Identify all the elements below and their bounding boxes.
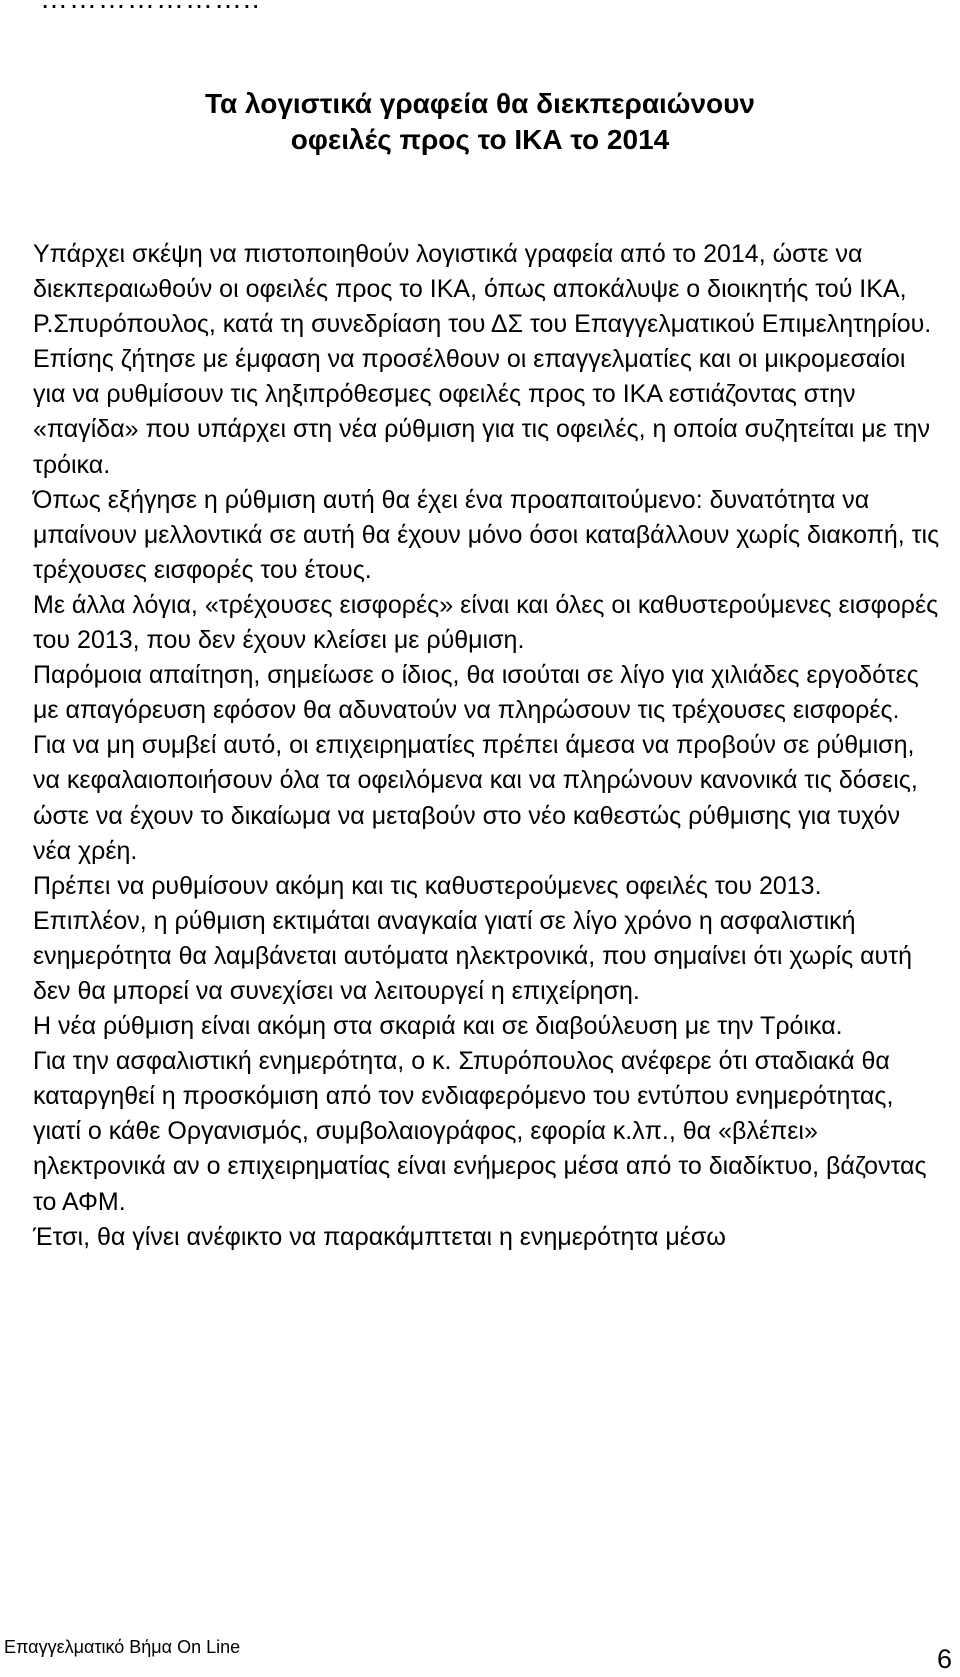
article-paragraph: Επίσης ζήτησε με έμφαση να προσέλθουν οι επαγγελματίες και οι μικρομεσαίοι για να ρυθμίσουν τις ληξιπρόθεσμες οφειλές προς το ΙΚΑ εστιάζοντας στην «παγίδα» που υπάρχει στη νέα ρύθμιση για τις οφειλές, η οποία συζητείται με την τρόικα.	[33, 345, 931, 479]
footer-page-number: 6	[937, 1644, 953, 1674]
article-paragraph: Υπάρχει σκέψη να πιστοποιηθούν λογιστικά γραφεία από το 2014, ώστε να διεκπεραιωθούν οι οφειλές προς το ΙΚΑ, όπως αποκάλυψε ο διοικητής τού ΙΚΑ, Ρ.Σπυρόπουλος, κατά τη συνεδρίαση του ΔΣ του Επαγγελματικού Επιμελητηρίου.	[33, 240, 932, 339]
article-paragraph: Επιπλέον, η ρύθμιση εκτιμάται αναγκαία γιατί σε λίγο χρόνο η ασφαλιστική ενημερότητα θα λαμβάνεται αυτόματα ηλεκτρονικά, που σημαίνει ότι χωρίς αυτή δεν θα μπορεί να συνεχίσει να λειτουργεί η επιχείρηση.	[33, 906, 913, 1005]
article-paragraph: Για την ασφαλιστική ενημερότητα, ο κ. Σπυρόπουλος ανέφερε ότι σταδιακά θα καταργηθεί η προσκόμιση από τον ενδιαφερόμενο του εντύπου ενημερότητας, γιατί ο κάθε Οργανισμός, συμβολαιογράφος, εφορία κ.λπ., θα «βλέπει» ηλεκτρονικά αν ο επιχειρηματίας είναι ενήμερος μέσα από το διαδίκτυο, βάζοντας το ΑΦΜ.	[33, 1047, 927, 1216]
article-title-line-2: οφειλές προς το ΙΚΑ το 2014	[290, 124, 670, 155]
article-paragraph: Πρέπει να ρυθμίσουν ακόμη και τις καθυστερούμενες οφειλές του 2013.	[33, 871, 822, 900]
article-title	[0, 86, 960, 158]
footer-publication: Επαγγελματικό Βήμα On Line	[4, 1637, 241, 1657]
article-body	[33, 237, 943, 1255]
header-dots	[40, 0, 261, 16]
article-paragraph: Παρόμοια απαίτηση, σημείωσε ο ίδιος, θα ισούται σε λίγο για χιλιάδες εργοδότες με απαγόρευση εφόσον θα αδυνατούν να πληρώσουν τις τρέχουσες εισφορές.	[33, 661, 919, 725]
article-title-line-1: Τα λογιστικά γραφεία θα διεκπεραιώνουν	[204, 88, 756, 119]
article-paragraph: Για να μη συμβεί αυτό, οι επιχειρηματίες πρέπει άμεσα να προβούν σε ρύθμιση, να κεφαλαιοποιήσουν όλα τα οφειλόμενα και να πληρώνουν κανονικά τις δόσεις, ώστε να έχουν το δικαίωμα να μεταβούν στο νέο καθεστώς ρύθμισης για τυχόν νέα χρέη.	[33, 731, 918, 865]
article-paragraph: Η νέα ρύθμιση είναι ακόμη στα σκαριά και σε διαβούλευση με την Τρόικα.	[33, 1012, 843, 1041]
article-paragraph: Όπως εξήγησε η ρύθμιση αυτή θα έχει ένα προαπαιτούμενο: δυνατότητα να μπαίνουν μελλοντικά σε αυτή θα έχουν μόνο όσοι καταβάλλουν χωρίς διακοπή, τις τρέχουσες εισφορές του έτους.	[33, 485, 940, 584]
article-paragraph: Με άλλα λόγια, «τρέχουσες εισφορές» είναι και όλες οι καθυστερούμενες εισφορές του 2013, που δεν έχουν κλείσει με ρύθμιση.	[33, 590, 939, 655]
article-paragraph: Έτσι, θα γίνει ανέφικτο να παρακάμπτεται η ενημερότητα μέσω	[33, 1222, 726, 1251]
